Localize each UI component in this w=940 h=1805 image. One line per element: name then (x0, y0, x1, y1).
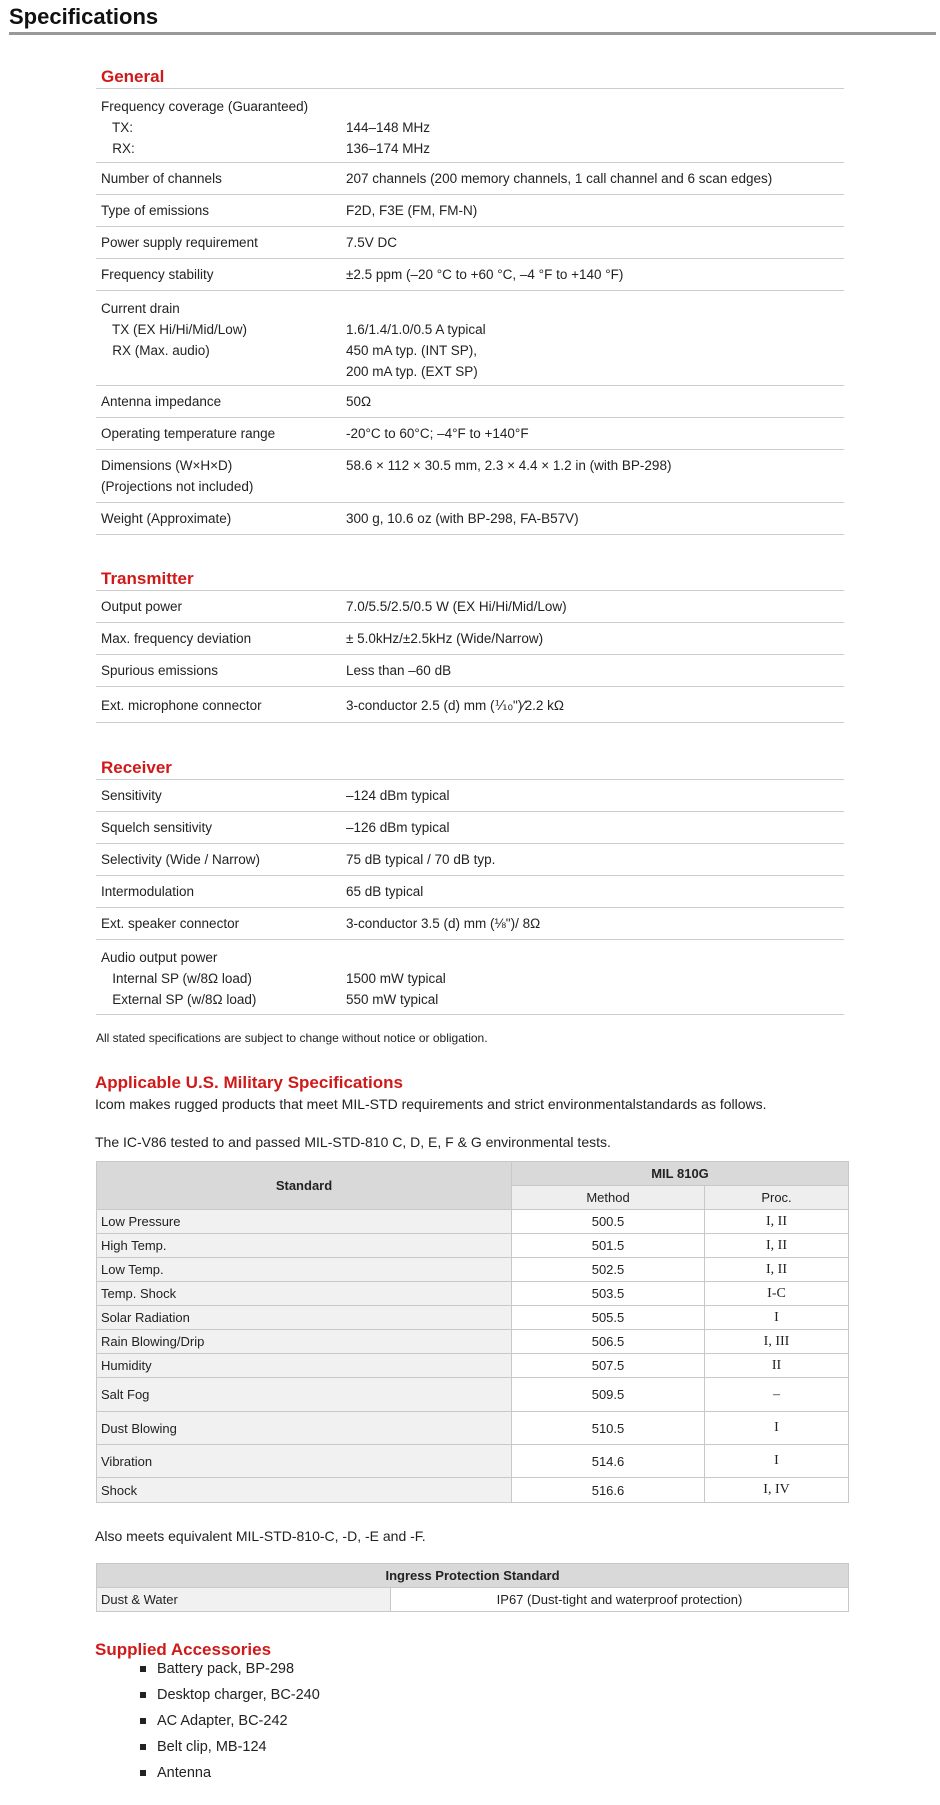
spec-value: 7.5V DC (346, 235, 398, 250)
spec-row (96, 450, 844, 503)
spec-label: Type of emissions (101, 203, 210, 218)
spec-row (96, 418, 844, 450)
table-row (97, 1445, 849, 1478)
disclaimer-note: All stated specifications are subject to change without notice or obligation. (96, 1031, 488, 1045)
receiver-heading-text: Receiver (101, 758, 172, 777)
table-row (97, 1354, 849, 1378)
military-heading: Applicable U.S. Military Specifications (95, 1073, 403, 1092)
table-row (97, 1258, 849, 1282)
spec-label: Intermodulation (101, 884, 195, 899)
cell-standard: Humidity (97, 1354, 512, 1378)
spec-row (96, 89, 844, 163)
list-item: AC Adapter, BC-242 (140, 1708, 320, 1734)
spec-label: Frequency stability (101, 267, 214, 282)
spec-value: 50Ω (346, 394, 372, 409)
transmitter-heading (96, 560, 844, 591)
cell-method: 506.5 (512, 1330, 705, 1354)
general-section (96, 58, 844, 535)
military-intro: Icom makes rugged products that meet MIL-STD requirements and strict environmentalstandards as follows. (95, 1096, 767, 1112)
accessories-list (140, 1656, 320, 1786)
spec-value: 300 g, 10.6 oz (with BP-298, FA-B57V) (346, 511, 579, 526)
table-row (97, 1210, 849, 1234)
cell-proc: I, IV (705, 1478, 849, 1503)
cell-proc: I, II (705, 1258, 849, 1282)
spec-row (96, 876, 844, 908)
spec-label: Selectivity (Wide / Narrow) (101, 852, 261, 867)
spec-row (96, 655, 844, 687)
table-row (97, 1306, 849, 1330)
spec-value: -20°C to 60°C; –4°F to +140°F (346, 426, 529, 441)
spec-label: Frequency coverage (Guaranteed) TX: RX: (101, 99, 309, 156)
col-standard-header: Standard (97, 1162, 512, 1210)
spec-value: Less than –60 dB (346, 663, 452, 678)
cell-standard: Temp. Shock (97, 1282, 512, 1306)
spec-row (96, 195, 844, 227)
spec-value: 1500 mW typical 550 mW typical (346, 971, 446, 1007)
list-item: Antenna (140, 1760, 320, 1786)
spec-row (96, 227, 844, 259)
cell-standard: Dust Blowing (97, 1412, 512, 1445)
spec-row (96, 259, 844, 291)
cell-standard: Low Temp. (97, 1258, 512, 1282)
cell-standard: Salt Fog (97, 1378, 512, 1412)
title-divider (9, 32, 936, 35)
cell-proc: I (705, 1445, 849, 1478)
cell-standard: Rain Blowing/Drip (97, 1330, 512, 1354)
spec-value: ± 5.0kHz/±2.5kHz (Wide/Narrow) (346, 631, 544, 646)
military-also: Also meets equivalent MIL-STD-810-C, -D, -E and -F. (95, 1528, 426, 1544)
page-title: Specifications (9, 4, 159, 29)
cell-method: 507.5 (512, 1354, 705, 1378)
spec-value: 75 dB typical / 70 dB typ. (346, 852, 496, 867)
cell-proc: I, II (705, 1210, 849, 1234)
table-row (97, 1378, 849, 1412)
spec-row (96, 940, 844, 1015)
table-row (97, 1588, 849, 1612)
cell-method: 502.5 (512, 1258, 705, 1282)
mil-std-table (96, 1161, 849, 1503)
cell-standard: High Temp. (97, 1234, 512, 1258)
spec-value: –124 dBm typical (346, 788, 450, 803)
spec-label: Current drain TX (EX Hi/Hi/Mid/Low) RX (Max. audio) (101, 301, 248, 358)
general-heading (96, 58, 844, 89)
cell-method: 501.5 (512, 1234, 705, 1258)
receiver-heading (96, 749, 844, 780)
cell-method: 505.5 (512, 1306, 705, 1330)
spec-label: Operating temperature range (101, 426, 276, 441)
table-row (97, 1478, 849, 1503)
spec-value: 58.6 × 112 × 30.5 mm, 2.3 × 4.4 × 1.2 in (with BP-298) (346, 458, 672, 473)
spec-label: Weight (Approximate) (101, 511, 232, 526)
ingress-table (96, 1563, 849, 1612)
cell-method: 500.5 (512, 1210, 705, 1234)
spec-row (96, 780, 844, 812)
cell-method: 509.5 (512, 1378, 705, 1412)
spec-label: Audio output power Internal SP (w/8Ω load) External SP (w/8Ω load) (101, 950, 257, 1007)
list-item: Desktop charger, BC-240 (140, 1682, 320, 1708)
table-row (97, 1330, 849, 1354)
spec-value: 144–148 MHz 136–174 MHz (346, 120, 431, 156)
cell-standard: Low Pressure (97, 1210, 512, 1234)
col-method-header: Method (512, 1186, 705, 1210)
cell-method: 514.6 (512, 1445, 705, 1478)
spec-label: Ext. microphone connector (101, 698, 262, 713)
spec-value: F2D, F3E (FM, FM-N) (346, 203, 478, 218)
table-row (97, 1234, 849, 1258)
spec-row (96, 687, 844, 723)
spec-row (96, 291, 844, 386)
cell-standard: Solar Radiation (97, 1306, 512, 1330)
cell-proc: I (705, 1412, 849, 1445)
spec-label: Power supply requirement (101, 235, 258, 250)
spec-row (96, 844, 844, 876)
spec-label: Sensitivity (101, 788, 162, 803)
spec-row (96, 591, 844, 623)
transmitter-section (96, 560, 844, 723)
list-item: Battery pack, BP-298 (140, 1656, 320, 1682)
table-row (97, 1412, 849, 1445)
ingress-heading: Ingress Protection Standard (97, 1564, 849, 1588)
spec-label: Number of channels (101, 171, 222, 186)
spec-label: Spurious emissions (101, 663, 219, 678)
spec-value: 7.0/5.5/2.5/0.5 W (EX Hi/Hi/Mid/Low) (346, 599, 567, 614)
table-row (97, 1282, 849, 1306)
spec-row (96, 623, 844, 655)
spec-value: 65 dB typical (346, 884, 424, 899)
col-proc-header: Proc. (705, 1186, 849, 1210)
cell-proc: – (705, 1378, 849, 1412)
ingress-label: Dust & Water (97, 1588, 391, 1612)
cell-proc: I, III (705, 1330, 849, 1354)
cell-standard: Vibration (97, 1445, 512, 1478)
spec-value: 207 channels (200 memory channels, 1 call channel and 6 scan edges) (346, 171, 773, 186)
spec-label: Output power (101, 599, 183, 614)
general-heading-text: General (101, 67, 165, 86)
spec-label: Dimensions (W×H×D) (Projections not included) (101, 458, 254, 494)
cell-proc: I (705, 1306, 849, 1330)
spec-label: Ext. speaker connector (101, 916, 240, 931)
cell-method: 516.6 (512, 1478, 705, 1503)
receiver-section (96, 749, 844, 1015)
cell-proc: II (705, 1354, 849, 1378)
cell-method: 503.5 (512, 1282, 705, 1306)
spec-value: 1.6/1.4/1.0/0.5 A typical 450 mA typ. (INT SP), 200 mA typ. (EXT SP) (346, 322, 486, 379)
military-tested: The IC-V86 tested to and passed MIL-STD-810 C, D, E, F & G environmental tests. (95, 1134, 611, 1150)
cell-standard: Shock (97, 1478, 512, 1503)
spec-value: 3-conductor 3.5 (d) mm (⅛")/ 8Ω (346, 916, 541, 931)
spec-row (96, 163, 844, 195)
spec-label: Antenna impedance (101, 394, 222, 409)
spec-value: –126 dBm typical (346, 820, 450, 835)
cell-proc: I-C (705, 1282, 849, 1306)
ingress-value: IP67 (Dust-tight and waterproof protection) (391, 1588, 849, 1612)
list-item: Belt clip, MB-124 (140, 1734, 320, 1760)
spec-row (96, 812, 844, 844)
spec-value: ±2.5 ppm (–20 °C to +60 °C, –4 °F to +140 °F) (346, 267, 624, 282)
accessories-heading: Supplied Accessories (95, 1640, 272, 1659)
transmitter-heading-text: Transmitter (101, 569, 194, 588)
spec-row (96, 386, 844, 418)
cell-proc: I, II (705, 1234, 849, 1258)
spec-row (96, 503, 844, 535)
spec-row (96, 908, 844, 940)
cell-method: 510.5 (512, 1412, 705, 1445)
spec-label: Max. frequency deviation (101, 631, 252, 646)
spec-value: 3-conductor 2.5 (d) mm (⅒")⁄2.2 kΩ (346, 698, 564, 713)
spec-label: Squelch sensitivity (101, 820, 213, 835)
col-group-header: MIL 810G (512, 1162, 849, 1186)
